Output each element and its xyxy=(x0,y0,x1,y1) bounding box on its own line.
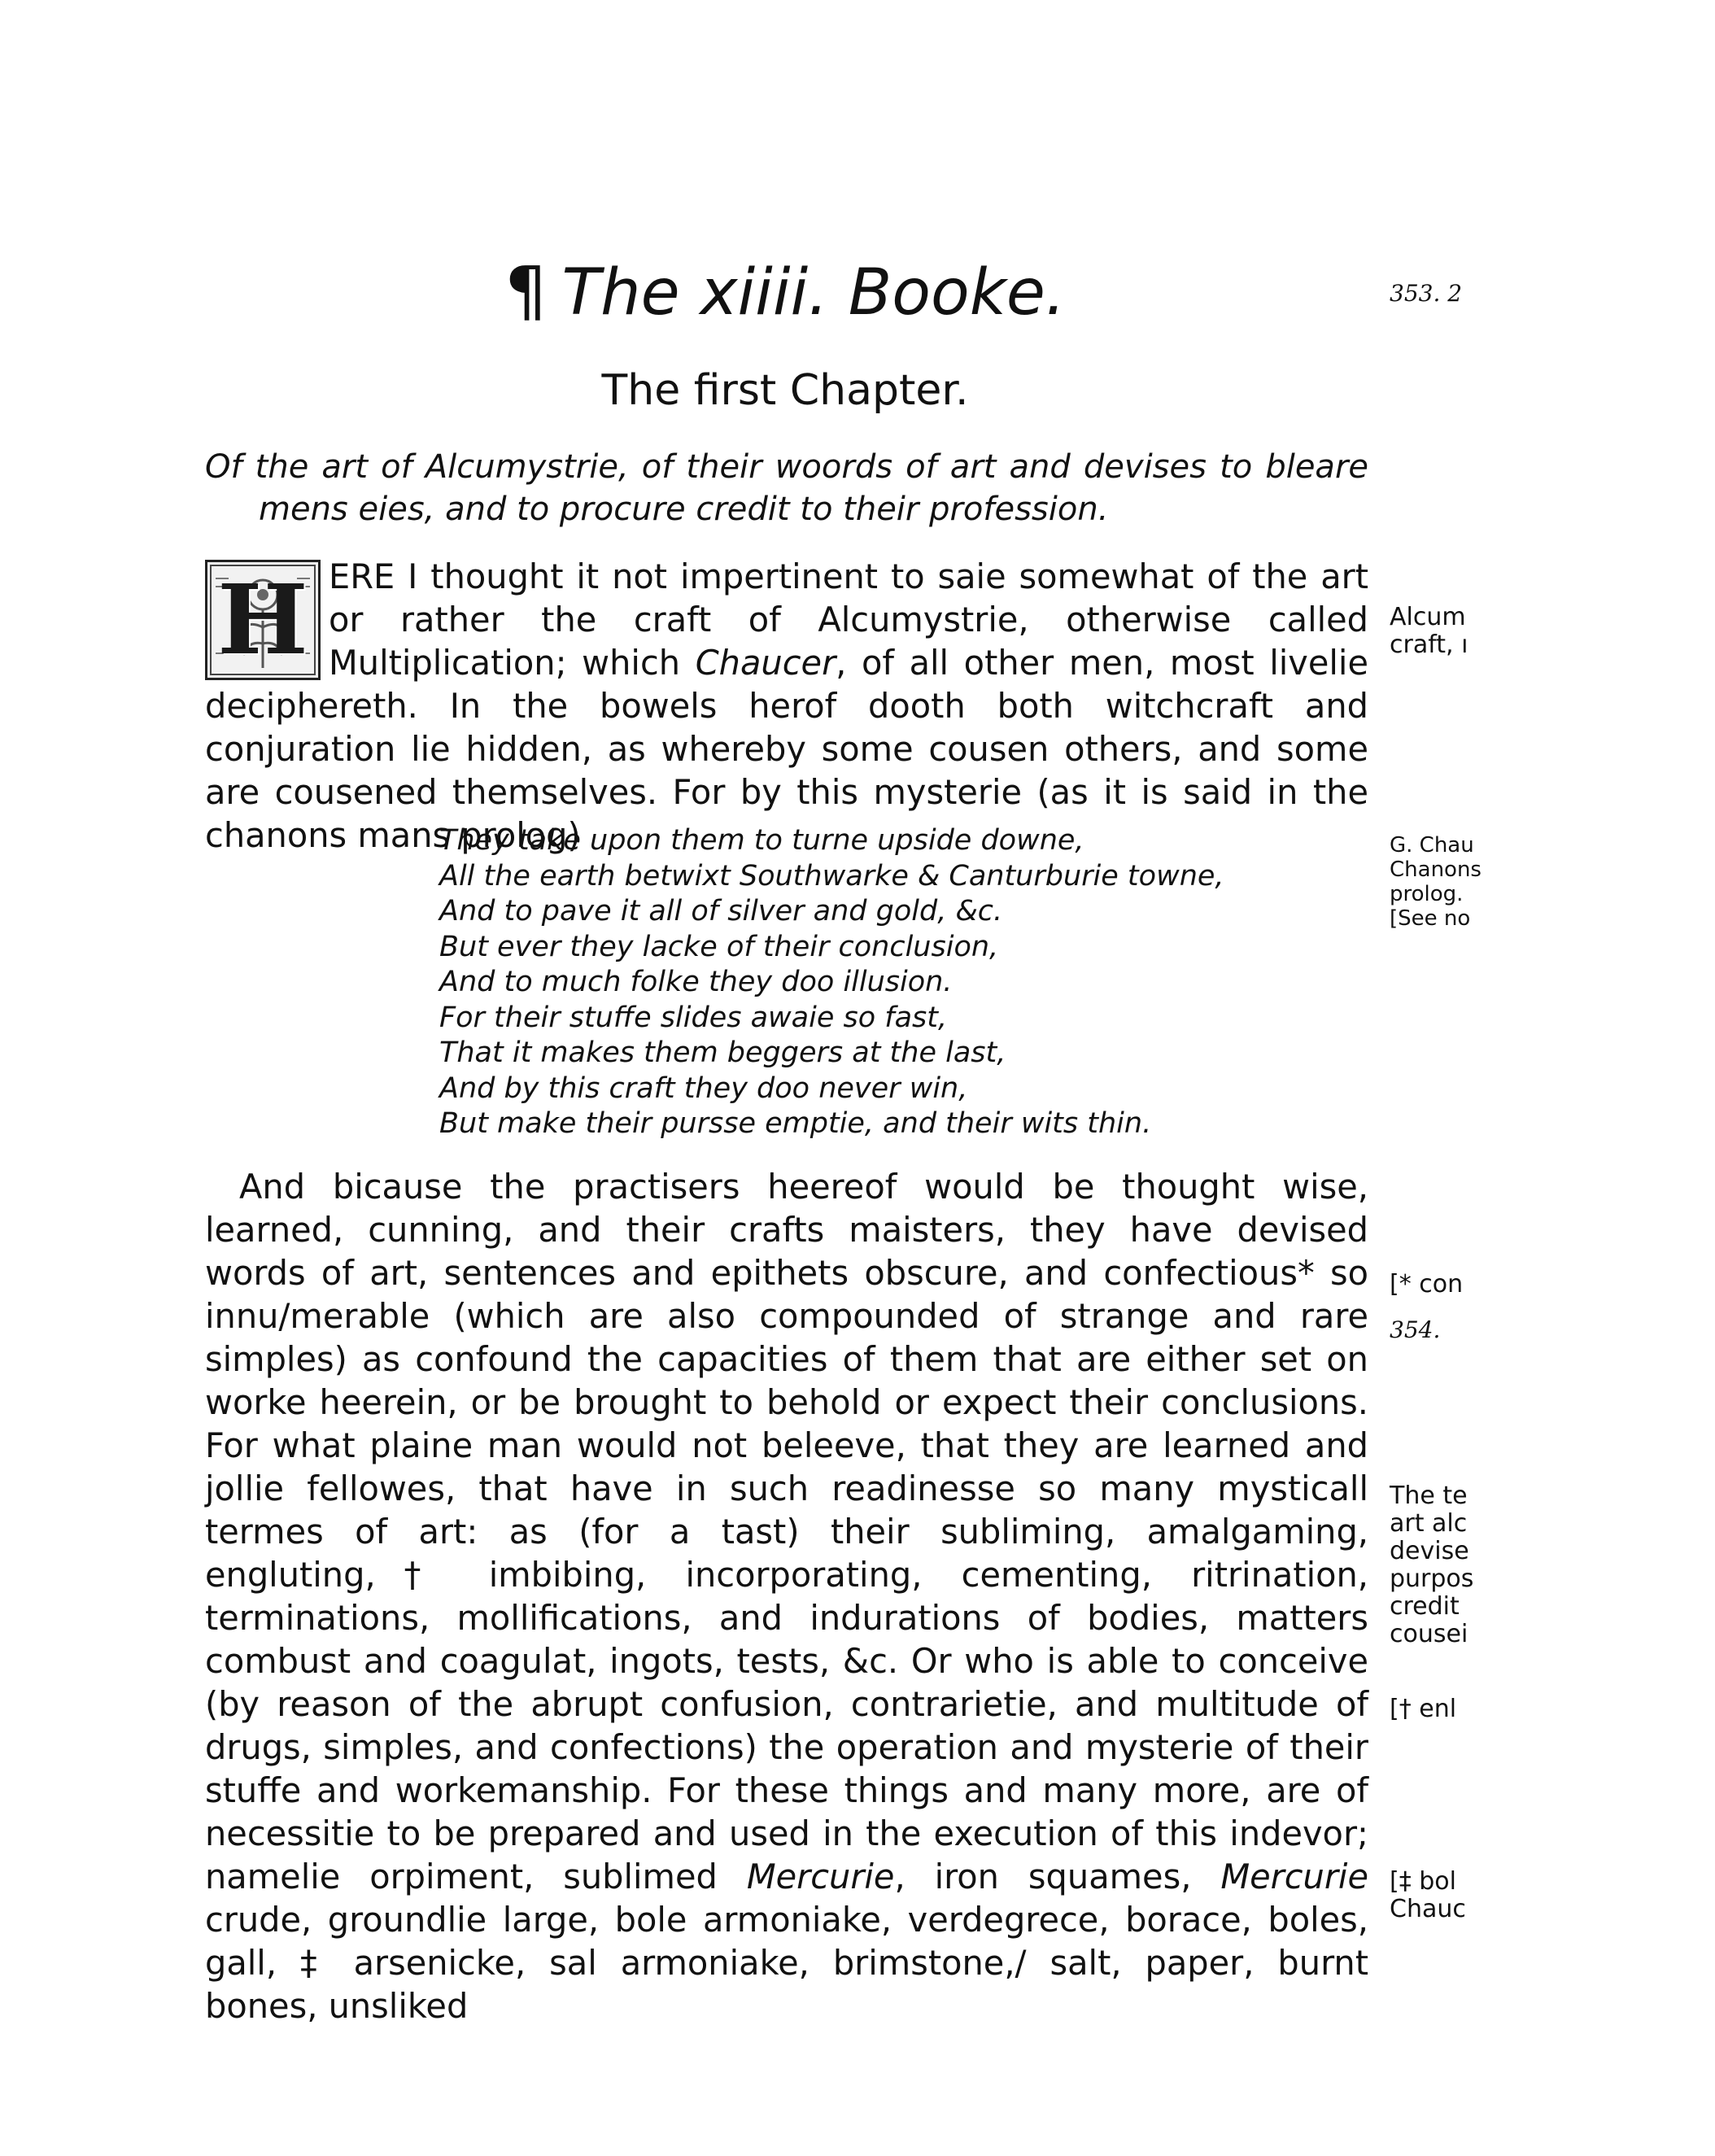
book-title-text: The xiiii. Booke. xyxy=(561,256,1066,330)
paragraph-first-text-b: , of all other men, most livelie deciphereth. In the bowels herof dooth both witchcraft and conjuration lie hidden, as whereby some cousen others, and some are cousened themselves. For by this mysterie (as it is said in the chanons mans prolog) xyxy=(205,643,1368,855)
verse-line: All the earth betwixt Southwarke & Canturburie towne, xyxy=(439,859,1224,893)
verse-line: But make their pursse emptie, and their wits thin. xyxy=(439,1107,1152,1140)
margin-note-line: Chanons xyxy=(1390,858,1482,882)
book-title xyxy=(0,253,1570,330)
margin-note-line: Chauc xyxy=(1390,1895,1466,1923)
chapter-title: The first Chapter. xyxy=(601,366,969,415)
verse-line: That it makes them beggers at the last, xyxy=(439,1037,1006,1069)
verse-line: But ever they lacke of their conclusion, xyxy=(439,930,999,963)
margin-note-line: G. Chau xyxy=(1390,833,1474,858)
verse-line: And by this craft they doo never win, xyxy=(439,1071,968,1105)
margin-note-line: prolog. xyxy=(1390,882,1464,906)
verse-line: They take upon them to turne upside downe, xyxy=(439,824,1084,857)
verse-quotation xyxy=(439,823,1253,1142)
paragraph-second xyxy=(205,1165,1368,2027)
paragraph-second-text-c: crude, groundlie large, bole armoniake, verdegrece, borace, boles, gall, ‡ arsenicke, sal armoniake, brimstone,/ salt, paper, burnt bones, unsliked xyxy=(205,1900,1368,2026)
margin-note-line: art alc xyxy=(1390,1509,1468,1538)
margin-note-line: credit xyxy=(1390,1592,1460,1621)
margin-note-line: craft, ı xyxy=(1390,631,1468,659)
margin-note-line: cousei xyxy=(1390,1620,1468,1648)
margin-note-confectious: [* con xyxy=(1390,1270,1464,1298)
verse-line: For their stuffe slides awaie so fast, xyxy=(439,1001,948,1034)
paragraph-second-text-a: And bicause the practisers heereof would be thought wise, learned, cunning, and their crafts maisters, they have devised words of art, sentences and epithets obscure, and confectious* so innu/merable (which are also compounded of strange and rare simples) as confound the capacities of them that are either set on worke heerein, or be brought to behold or expect their conclusions. For what plaine man would not beleeve, that they are learned and jollie fellowes, that have in such readinesse so many mysticall termes of art: as (for a tast) their subliming, amalgaming, engluting,† imbibing, incorporating, cementing, ritrination, terminations, mollifications, and indurations of bodies, matters combust and coagulat, ingots, tests, &c. Or who is able to conceive (by reason of the abrupt confusion, contrarietie, and multitude of drugs, simples, and confections) the operation and mysterie of their stuffe and workemanship. For these things and many more, are of necessitie to be prepared and used in the execution of this indevor; namelie orpiment, sublimed xyxy=(205,1167,1368,1896)
verse-line: And to much folke they doo illusion. xyxy=(439,966,953,998)
margin-note-alcumystrie xyxy=(1390,604,1715,659)
italic-term: Mercurie xyxy=(746,1857,895,1896)
margin-note-boles xyxy=(1390,1868,1715,1923)
margin-note-engluting: [† enl xyxy=(1390,1695,1457,1723)
dropcap-ornament xyxy=(205,560,321,680)
paragraph-first-text-a: ERE I thought it not impertinent to saie somewhat of the art or rather the craft of Alcumystrie, otherwise called Multiplication; which xyxy=(329,556,1368,683)
author-name: Chaucer xyxy=(695,643,836,683)
margin-note-line: purpos xyxy=(1390,1565,1474,1593)
page-number: 353. 2 xyxy=(1390,280,1463,307)
chapter-subtitle: Of the art of Alcumystrie, of their woords of art and devises to bleare mens eies, and to procure credit to their profession. xyxy=(205,448,1368,528)
margin-note-line: The te xyxy=(1390,1482,1468,1510)
margin-note-chaucer xyxy=(1390,833,1715,931)
italic-term: Mercurie xyxy=(1220,1857,1368,1896)
margin-page-number: 354. xyxy=(1390,1316,1441,1343)
right-margin xyxy=(1383,0,1482,2156)
margin-note-line: [‡ bol xyxy=(1390,1867,1456,1896)
paragraph-second-text-b: , iron squames, xyxy=(894,1857,1221,1896)
dropcap-letter: H xyxy=(217,563,308,676)
margin-note-line: Alcum xyxy=(1390,603,1466,631)
verse-line: And to pave it all of silver and gold, &c. xyxy=(439,895,1003,927)
margin-note-terms-of-art xyxy=(1390,1482,1715,1648)
margin-note-line: devise xyxy=(1390,1537,1469,1565)
margin-note-line: [See no xyxy=(1390,906,1471,931)
paragraph-first xyxy=(205,555,1368,857)
pilcrow-mark: ¶ xyxy=(504,253,548,330)
